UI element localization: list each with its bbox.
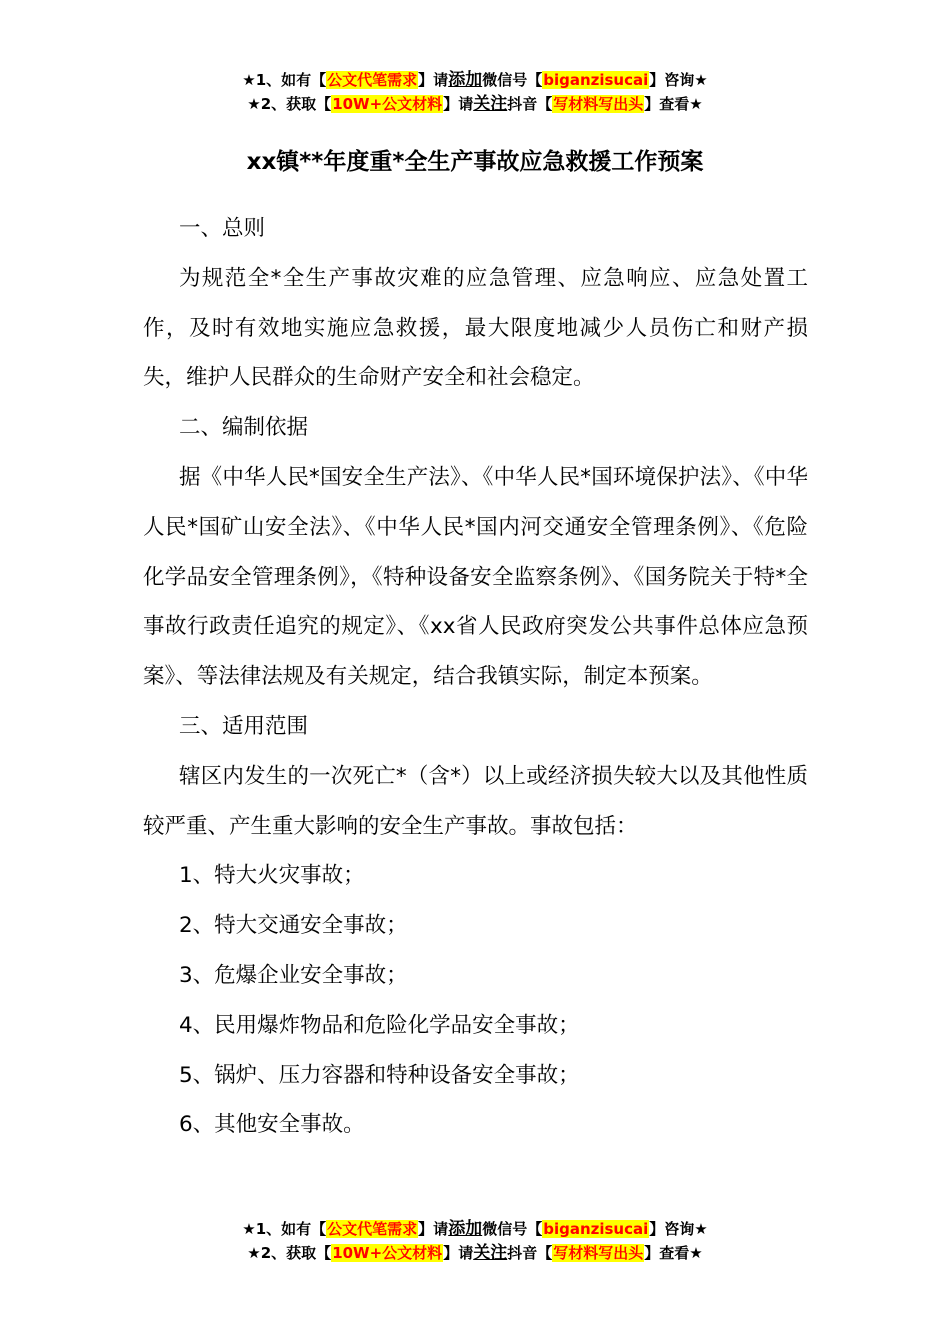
banner-text: 抖音【 xyxy=(507,1244,553,1262)
header-banner xyxy=(0,68,950,116)
section-heading-basis: 二、编制依据 xyxy=(179,415,309,441)
banner-text: 】查看★ xyxy=(644,1244,703,1262)
banner-text: 微信号【 xyxy=(482,71,543,89)
section-paragraph-general: 为规范全*全生产事故灾难的应急管理、应急响应、应急处置工作，及时有效地实施应急救援，最大限度地减少人员伤亡和财产损失，维护人民群众的生命财产安全和社会稳定。 xyxy=(143,265,808,391)
banner-line-2 xyxy=(0,1241,950,1265)
banner-highlight: biganzisucai xyxy=(543,71,649,89)
banner-underlined: 添加 xyxy=(448,1219,483,1239)
list-item: 3、危爆企业安全事故； xyxy=(179,962,408,988)
banner-highlight: 写材料写出头 xyxy=(553,1244,644,1262)
banner-underlined: 添加 xyxy=(448,70,483,90)
section-paragraph-basis: 据《中华人民*国安全生产法》、《中华人民*国环境保护法》、《中华人民*国矿山安全法》、《中华人民*国内河交通安全管理条例》、《危险化学品安全管理条例》，《特种设备安全监察条例》、《国务院关于特*全事故行政责任追究的规定》、《xx省人民政府突发公共事件总体应急预案》、等法律法规及有关规定，结合我镇实际，制定本预案。 xyxy=(143,464,808,690)
banner-underlined: 关注 xyxy=(473,1243,508,1263)
banner-highlight: 公文代笔需求 xyxy=(327,1220,418,1238)
banner-line-2 xyxy=(0,92,950,116)
banner-highlight: 写材料写出头 xyxy=(553,95,644,113)
banner-highlight: 公文代笔需求 xyxy=(327,71,418,89)
banner-text: 】咨询★ xyxy=(649,1220,708,1238)
section-heading-general: 一、总则 xyxy=(179,216,266,241)
document-body xyxy=(143,204,808,1150)
banner-text: 】请 xyxy=(443,1244,474,1262)
banner-text: ★2、获取【 xyxy=(247,95,332,113)
banner-text: 】请 xyxy=(418,71,449,89)
banner-highlight: 10W+公文材料 xyxy=(332,1244,443,1262)
section-heading-scope: 三、适用范围 xyxy=(179,713,309,739)
banner-text: 】请 xyxy=(443,95,474,113)
banner-text: 微信号【 xyxy=(482,1220,543,1238)
banner-line-1 xyxy=(0,1217,950,1241)
banner-text: ★2、获取【 xyxy=(247,1244,332,1262)
banner-text: 】查看★ xyxy=(644,95,703,113)
footer-banner xyxy=(0,1217,950,1265)
banner-text: 】咨询★ xyxy=(649,71,708,89)
banner-underlined: 关注 xyxy=(473,94,508,114)
banner-line-1 xyxy=(0,68,950,92)
banner-text: ★1、如有【 xyxy=(242,71,327,89)
banner-text: 抖音【 xyxy=(507,95,553,113)
list-item: 4、民用爆炸物品和危险化学品安全事故； xyxy=(179,1012,580,1038)
banner-text: 】请 xyxy=(418,1220,449,1238)
banner-text: ★1、如有【 xyxy=(242,1220,327,1238)
section-paragraph-scope: 辖区内发生的一次死亡*（含*）以上或经济损失较大以及其他性质较严重、产生重大影响的安全生产事故。事故包括： xyxy=(143,763,808,839)
document-title: xx镇**年度重*全生产事故应急救援工作预案 xyxy=(246,149,704,175)
banner-highlight: biganzisucai xyxy=(543,1220,649,1238)
list-item: 5、锅炉、压力容器和特种设备安全事故； xyxy=(179,1062,580,1088)
list-item: 2、特大交通安全事故； xyxy=(179,913,408,939)
list-item: 1、特大火灾事故； xyxy=(179,863,365,889)
list-item: 6、其他安全事故。 xyxy=(179,1112,365,1138)
banner-highlight: 10W+公文材料 xyxy=(332,95,443,113)
